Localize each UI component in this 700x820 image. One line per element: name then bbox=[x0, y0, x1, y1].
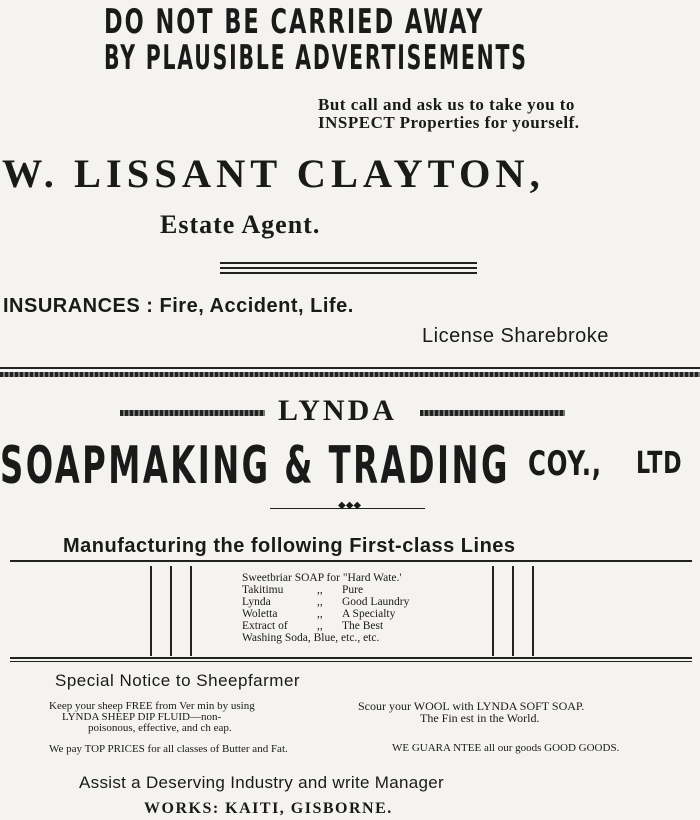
divider bbox=[10, 657, 692, 659]
divider bbox=[0, 367, 700, 369]
product-name: Woletta bbox=[242, 608, 278, 620]
product-row bbox=[242, 632, 492, 644]
manufacturing-heading: Manufacturing the following First-class Lines bbox=[63, 535, 516, 557]
product-name: Lynda bbox=[242, 596, 271, 608]
divider bbox=[10, 661, 692, 662]
product-row bbox=[242, 596, 492, 608]
product-name: Sweetbriar SOAP for "Hard Wate.' bbox=[242, 572, 402, 584]
ornament-dot: ◆◆◆ bbox=[338, 500, 362, 511]
product-row bbox=[242, 620, 492, 632]
product-name: Washing Soda, Blue, etc., etc. bbox=[242, 632, 380, 644]
ditto-mark: ,, bbox=[317, 608, 323, 620]
ditto-mark: ,, bbox=[317, 620, 323, 632]
divider bbox=[10, 560, 692, 562]
product-desc: Pure bbox=[342, 584, 364, 596]
product-list bbox=[242, 572, 492, 644]
frame-bar bbox=[190, 566, 192, 656]
product-desc: The Best bbox=[342, 620, 384, 632]
sheep-right-line-1: Scour your WOOL with LYNDA SOFT SOAP. bbox=[358, 699, 585, 713]
product-row bbox=[242, 608, 492, 620]
company-ltd: LTD bbox=[636, 446, 683, 481]
divider bbox=[220, 267, 477, 269]
frame-bar bbox=[532, 566, 534, 656]
invite-line-2: INSPECT Properties for yourself. bbox=[318, 113, 580, 132]
sheep-right-line-2: The Fin est in the World. bbox=[420, 711, 540, 725]
product-desc: Good Laundry bbox=[342, 596, 410, 608]
ornament-bar-left bbox=[120, 410, 265, 416]
agent-title: Estate Agent. bbox=[160, 210, 321, 239]
divider bbox=[220, 272, 477, 274]
sheep-notice-heading: Special Notice to Sheepfarmer bbox=[55, 671, 301, 690]
sheep-left-line-1: Keep your sheep FREE from Ver min by using bbox=[49, 700, 255, 712]
company-coy: COY., bbox=[528, 444, 602, 484]
agent-name: W. LISSANT CLAYTON, bbox=[2, 151, 545, 196]
license-line: License Sharebroke bbox=[422, 325, 609, 347]
invite-line-1: But call and ask us to take you to bbox=[318, 95, 575, 114]
frame-bar bbox=[492, 566, 494, 656]
frame-bar bbox=[170, 566, 172, 656]
lynda-brand: LYNDA bbox=[278, 394, 397, 427]
ditto-mark: ,, bbox=[317, 584, 323, 596]
sheep-left-line-2: LYNDA SHEEP DIP FLUID—non- bbox=[62, 711, 222, 723]
headline-line-2: BY PLAUSIBLE ADVERTISEMENTS bbox=[104, 38, 528, 78]
insurances-line: INSURANCES : Fire, Accident, Life. bbox=[3, 295, 354, 317]
product-row bbox=[242, 572, 492, 584]
product-row bbox=[242, 584, 492, 596]
assist-line: Assist a Deserving Industry and write Manager bbox=[79, 773, 444, 792]
divider bbox=[220, 262, 477, 264]
ditto-mark: ,, bbox=[317, 596, 323, 608]
sheep-left-line-3: poisonous, effective, and ch eap. bbox=[88, 722, 232, 734]
company-name: SOAPMAKING & TRADING bbox=[0, 436, 510, 496]
prices-right: WE GUARA NTEE all our goods GOOD GOODS. bbox=[392, 742, 620, 754]
frame-bar bbox=[150, 566, 152, 656]
divider bbox=[0, 372, 700, 377]
prices-left: We pay TOP PRICES for all classes of Butter and Fat. bbox=[49, 743, 288, 755]
product-desc: A Specialty bbox=[342, 608, 396, 620]
product-name: Takitimu bbox=[242, 584, 284, 596]
product-name: Extract of bbox=[242, 620, 288, 632]
headline-line-1: DO NOT BE CARRIED AWAY bbox=[104, 2, 485, 42]
frame-bar bbox=[512, 566, 514, 656]
ornament-bar-right bbox=[420, 410, 565, 416]
works-line: WORKS: KAITI, GISBORNE. bbox=[144, 800, 393, 817]
